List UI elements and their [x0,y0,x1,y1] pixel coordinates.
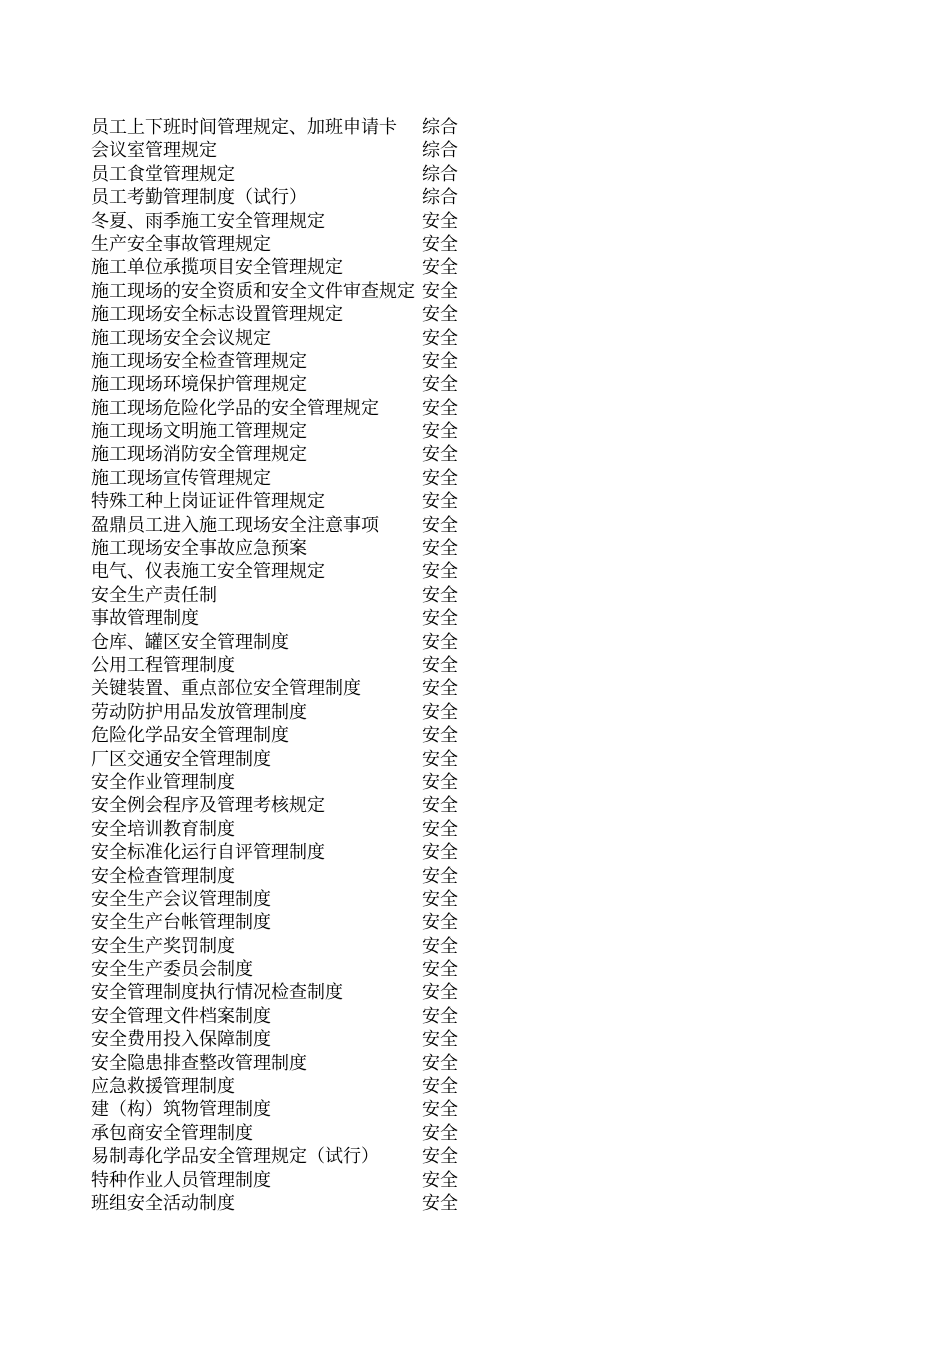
document-title: 安全生产台帐管理制度 [91,912,271,934]
list-item [91,607,471,630]
document-title: 施工单位承揽项目安全管理规定 [91,257,343,279]
document-title: 公用工程管理制度 [91,654,235,676]
document-title: 安全费用投入保障制度 [91,1029,271,1051]
document-category: 安全 [422,421,458,443]
document-category: 安全 [422,888,458,910]
list-item [91,514,471,537]
document-category: 安全 [422,771,458,793]
document-category: 安全 [422,654,458,676]
document-category: 安全 [422,912,458,934]
document-category: 安全 [422,1192,458,1214]
document-title: 盈鼎员工进入施工现场安全注意事项 [91,514,379,536]
document-category: 安全 [422,678,458,700]
document-title: 安全作业管理制度 [91,771,235,793]
list-item [91,958,471,981]
document-category: 安全 [422,1099,458,1121]
document-category: 安全 [422,701,458,723]
document-category: 安全 [422,350,458,372]
document-title: 电气、仪表施工安全管理规定 [91,561,325,583]
list-item [91,1122,471,1145]
list-item [91,818,471,841]
document-category: 安全 [422,865,458,887]
document-title: 安全生产责任制 [91,584,217,606]
document-title: 员工上下班时间管理规定、加班申请卡 [91,117,397,138]
list-item [91,748,471,771]
document-title: 施工现场危险化学品的安全管理规定 [91,397,379,419]
list-item [91,350,471,373]
document-category: 综合 [422,140,458,162]
document-title: 冬夏、雨季施工安全管理规定 [91,210,325,232]
document-category: 安全 [422,584,458,606]
list-item [91,1098,471,1121]
document-title: 特殊工种上岗证证件管理规定 [91,491,325,513]
list-item [91,584,471,607]
document-category: 综合 [422,117,458,138]
list-item [91,1005,471,1028]
document-title: 安全管理制度执行情况检查制度 [91,982,343,1004]
document-category: 安全 [422,1076,458,1098]
document-title: 安全生产奖罚制度 [91,935,235,957]
list-item [91,210,471,233]
list-item [91,701,471,724]
list-item [91,935,471,958]
document-title: 安全例会程序及管理考核规定 [91,795,325,817]
document-title: 施工现场宣传管理规定 [91,467,271,489]
document-category: 安全 [422,1029,458,1051]
document-category: 安全 [422,491,458,513]
document-category: 安全 [422,444,458,466]
document-category: 安全 [422,327,458,349]
document-title: 易制毒化学品安全管理规定（试行） [91,1146,379,1168]
document-category: 安全 [422,1005,458,1027]
document-title: 劳动防护用品发放管理制度 [91,701,307,723]
list-item [91,537,471,560]
document-category: 安全 [422,1146,458,1168]
list-item [91,865,471,888]
list-item [91,888,471,911]
list-item [91,420,471,443]
list-item [91,186,471,209]
document-category: 安全 [422,608,458,630]
document-category: 安全 [422,959,458,981]
document-category: 安全 [422,280,458,302]
document-category: 安全 [422,935,458,957]
document-title: 生产安全事故管理规定 [91,233,271,255]
list-item [91,327,471,350]
document-title: 建（构）筑物管理制度 [91,1099,271,1121]
document-title: 施工现场安全事故应急预案 [91,538,307,560]
document-category: 安全 [422,561,458,583]
document-title: 施工现场安全会议规定 [91,327,271,349]
document-title: 安全生产委员会制度 [91,959,253,981]
list-item [91,841,471,864]
document-category: 安全 [422,1052,458,1074]
list-item [91,677,471,700]
document-title: 危险化学品安全管理制度 [91,725,289,747]
list-item [91,280,471,303]
document-title: 施工现场安全标志设置管理规定 [91,304,343,326]
document-category: 安全 [422,514,458,536]
document-category: 安全 [422,538,458,560]
document-title: 安全培训教育制度 [91,818,235,840]
document-category: 安全 [422,1169,458,1191]
document-category: 安全 [422,795,458,817]
document-title: 应急救援管理制度 [91,1076,235,1098]
document-category: 安全 [422,210,458,232]
document-category: 安全 [422,982,458,1004]
document-title: 施工现场安全检查管理规定 [91,350,307,372]
document-category: 安全 [422,257,458,279]
document-title: 关键装置、重点部位安全管理制度 [91,678,361,700]
document-title: 施工现场的安全资质和安全文件审查规定 [91,280,415,302]
list-item [91,560,471,583]
document-category: 安全 [422,842,458,864]
list-item [91,397,471,420]
document-category: 安全 [422,304,458,326]
document-category: 综合 [422,163,458,185]
list-item [91,467,471,490]
document-category: 安全 [422,233,458,255]
document-category: 安全 [422,1122,458,1144]
list-item [91,794,471,817]
list-item [91,1075,471,1098]
list-item [91,654,471,677]
document-title: 厂区交通安全管理制度 [91,748,271,770]
list-item [91,911,471,934]
document-title: 班组安全活动制度 [91,1192,235,1214]
document-title: 安全检查管理制度 [91,865,235,887]
document-title: 安全生产会议管理制度 [91,888,271,910]
list-item [91,373,471,396]
document-title: 安全管理文件档案制度 [91,1005,271,1027]
list-item [91,1145,471,1168]
document-category: 安全 [422,725,458,747]
document-category: 综合 [422,187,458,209]
document-category: 安全 [422,467,458,489]
document-title: 承包商安全管理制度 [91,1122,253,1144]
document-title: 施工现场环境保护管理规定 [91,374,307,396]
document-title: 仓库、罐区安全管理制度 [91,631,289,653]
list-item [91,1169,471,1192]
list-item [91,981,471,1004]
list-item [91,724,471,747]
document-category: 安全 [422,397,458,419]
list-item [91,1192,471,1215]
list-item [91,233,471,256]
document-title: 施工现场文明施工管理规定 [91,421,307,443]
list-item [91,443,471,466]
document-category: 安全 [422,631,458,653]
document-title: 员工考勤管理制度（试行） [91,187,307,209]
document-category: 安全 [422,818,458,840]
list-item [91,163,471,186]
list-item [91,631,471,654]
document-title: 安全隐患排查整改管理制度 [91,1052,307,1074]
document-title: 特种作业人员管理制度 [91,1169,271,1191]
document-category: 安全 [422,374,458,396]
list-item [91,139,471,162]
list-item [91,490,471,513]
document-title: 事故管理制度 [91,608,199,630]
document-list [91,116,471,1215]
list-item [91,303,471,326]
list-item [91,1052,471,1075]
list-item [91,771,471,794]
list-item [91,1028,471,1051]
document-title: 会议室管理规定 [91,140,217,162]
document-title: 安全标准化运行自评管理制度 [91,842,325,864]
document-category: 安全 [422,748,458,770]
document-title: 施工现场消防安全管理规定 [91,444,307,466]
list-item [91,116,471,139]
list-item [91,256,471,279]
document-title: 员工食堂管理规定 [91,163,235,185]
